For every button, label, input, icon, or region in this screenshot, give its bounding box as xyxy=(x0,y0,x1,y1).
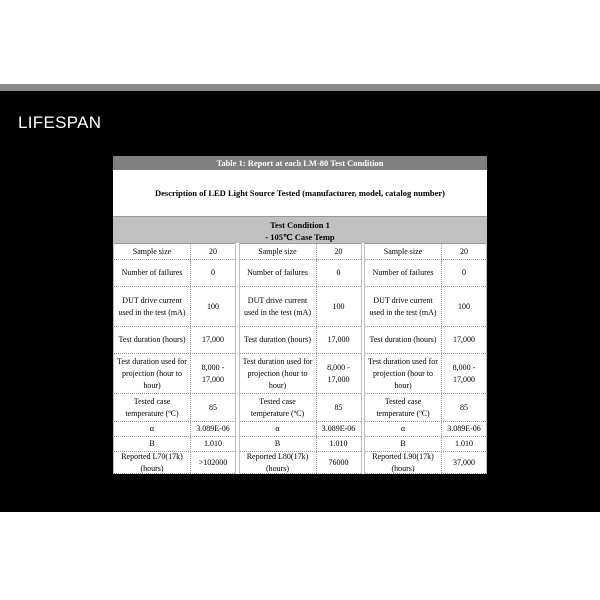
row-value: 0 xyxy=(336,268,341,277)
row-value: 1.010 xyxy=(455,439,473,448)
table-row xyxy=(114,327,235,354)
row-label: Test duration used for projection (hour to hour) xyxy=(240,354,317,393)
row-label: α xyxy=(240,422,317,436)
row-label: Test duration (hours) xyxy=(365,327,442,353)
table-row xyxy=(365,452,486,474)
test-condition-title: Test Condition 1 xyxy=(270,220,330,230)
row-value: 85 xyxy=(209,402,217,412)
table-row xyxy=(365,394,486,422)
row-label: Test duration (hours) xyxy=(114,327,191,353)
row-value: 20 xyxy=(334,246,343,256)
table-row xyxy=(240,243,361,260)
row-label: Reported L80(17k) (hours) xyxy=(240,452,317,473)
row-label: Sample size xyxy=(114,244,191,259)
row-value: 85 xyxy=(334,402,343,412)
row-value: 17,000 xyxy=(327,335,350,344)
row-label: B xyxy=(240,437,317,451)
table-row xyxy=(240,422,361,437)
row-label: Tested case temperature (ºC) xyxy=(240,394,317,421)
row-value: 100 xyxy=(207,301,219,311)
row-value: 20 xyxy=(209,246,217,256)
table-row xyxy=(240,354,361,394)
row-label: α xyxy=(114,422,191,436)
light-source-description: Description of LED Light Source Tested (manufacturer, model, catalog number) xyxy=(113,170,487,216)
row-value: 8,000 - 17,000 xyxy=(452,362,476,384)
row-value: 17,000 xyxy=(453,335,475,344)
row-label: DUT drive current used in the test (mA) xyxy=(114,287,191,326)
row-label: Number of failures xyxy=(240,260,317,286)
row-value: 37,000 xyxy=(453,457,475,467)
row-value: >102000 xyxy=(198,457,228,467)
table-row xyxy=(240,260,361,287)
metrics-block-l70 xyxy=(113,243,236,474)
row-label: Reported L70(17k) (hours) xyxy=(114,452,191,473)
row-value: 8,000 - 17,000 xyxy=(201,362,225,384)
row-value: 3.089E-06 xyxy=(447,424,481,433)
row-label: B xyxy=(365,437,442,451)
test-condition-temp: - 105℃ Case Temp xyxy=(265,232,335,242)
table-row xyxy=(114,287,235,327)
row-label: Number of failures xyxy=(365,260,442,286)
table-row xyxy=(114,260,235,287)
table-row xyxy=(365,327,486,354)
row-label: Tested case temperature (ºC) xyxy=(114,394,191,421)
table-row xyxy=(240,287,361,327)
table-row xyxy=(114,243,235,260)
table-row xyxy=(365,243,486,260)
metrics-block-l90 xyxy=(364,243,487,474)
table-row xyxy=(240,394,361,422)
row-value: 3.089E-06 xyxy=(321,424,356,433)
row-value: 20 xyxy=(460,246,468,256)
row-value: 100 xyxy=(458,301,470,311)
row-label: Number of failures xyxy=(114,260,191,286)
table-row xyxy=(365,354,486,394)
row-label: Reported L90(17k) (hours) xyxy=(365,452,442,473)
row-value: 0 xyxy=(211,268,215,277)
row-value: 8,000 - 17,000 xyxy=(327,362,350,384)
table-row xyxy=(114,394,235,422)
row-label: Test duration used for projection (hour to hour) xyxy=(365,354,442,393)
lm80-report-table xyxy=(113,156,487,474)
row-label: Test duration (hours) xyxy=(240,327,317,353)
table-row xyxy=(114,354,235,394)
row-label: DUT drive current used in the test (mA) xyxy=(240,287,317,326)
row-label: Test duration used for projection (hour to hour) xyxy=(114,354,191,393)
row-value: 85 xyxy=(460,402,468,412)
row-label: DUT drive current used in the test (mA) xyxy=(365,287,442,326)
row-label: Tested case temperature (ºC) xyxy=(365,394,442,421)
row-value: 100 xyxy=(332,301,345,311)
row-label: Sample size xyxy=(365,244,442,259)
slide-title: LIFESPAN xyxy=(18,113,102,132)
table-row xyxy=(114,422,235,437)
table-row xyxy=(365,287,486,327)
row-value: 1.010 xyxy=(204,439,222,448)
row-value: 76000 xyxy=(328,457,349,467)
table-row xyxy=(114,452,235,474)
table-row xyxy=(240,452,361,474)
row-value: 0 xyxy=(462,268,466,277)
row-label: α xyxy=(365,422,442,436)
table-row xyxy=(240,327,361,354)
row-value: 1.010 xyxy=(329,439,348,448)
table-row xyxy=(365,260,486,287)
top-divider-band xyxy=(0,84,600,91)
row-label: B xyxy=(114,437,191,451)
table-row xyxy=(365,422,486,437)
test-condition-header xyxy=(113,216,487,243)
table-caption: Table 1: Report at each LM-80 Test Condition xyxy=(113,156,487,170)
row-value: 3.089E-06 xyxy=(196,424,230,433)
metrics-grid xyxy=(113,243,487,474)
row-value: 17,000 xyxy=(202,335,224,344)
row-label: Sample size xyxy=(240,244,317,259)
metrics-block-l80 xyxy=(239,243,362,474)
